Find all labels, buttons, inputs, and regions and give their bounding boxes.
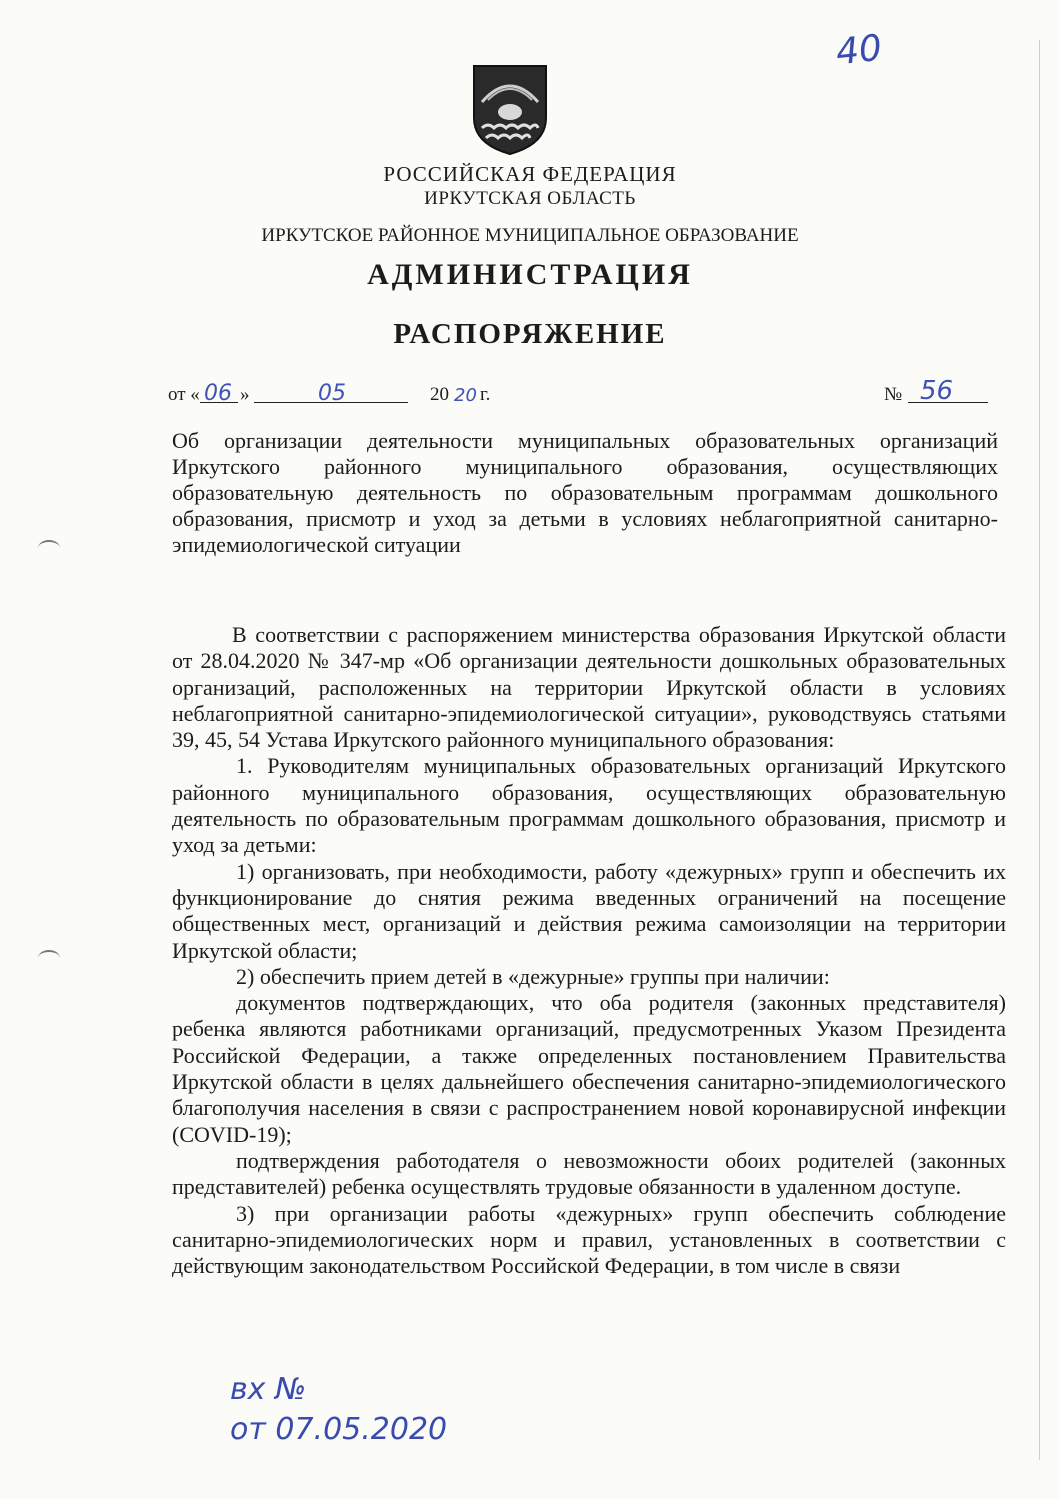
date-number-line bbox=[168, 376, 988, 410]
subitem-2a-paragraph: документов подтверждающих, что оба родителя (законных представителя) ребенка являются работниками организаций, предусмотренных Указом Президента Российской Федерации, а также определенных постановлением Правительства Иркутской области в целях дальнейшего обеспечения санитарно-эпидемиологического благополучия населения в связи с распространением новой коронавирусной инфекции (COVID-19); bbox=[172, 990, 1006, 1147]
date-prefix: от « bbox=[168, 384, 200, 405]
year-suffix: 20 bbox=[454, 385, 477, 406]
preamble-paragraph: В соответствии с распоряжением министерства образования Иркутской области от 28.04.2020 № 347-мр «Об организации деятельности дошкольных образовательных организаций, расположенных на территории Иркутской области в условиях неблагоприятной санитарно-эпидемиологической ситуации», руководствуясь статьями 39, 45, 54 Устава Иркутского районного муниципального образования: bbox=[172, 622, 1006, 753]
document-number: 56 bbox=[920, 376, 954, 406]
scan-edge bbox=[1039, 40, 1040, 1460]
subitem-3-paragraph: 3) при организации работы «дежурных» групп обеспечить соблюдение санитарно-эпидемиологических норм и правил, установленных в соответствии с действующим законодательством Российской Федерации, в том числе в связи bbox=[172, 1200, 1006, 1279]
subitem-2b-paragraph: подтверждения работодателя о невозможности обоих родителей (законных представителей) ребенка осуществлять трудовые обязанности в удаленном доступе. bbox=[172, 1147, 1006, 1200]
subitem-2-paragraph: 2) обеспечить прием детей в «дежурные» группы при наличии: bbox=[236, 963, 830, 989]
handwritten-page-number: 40 bbox=[833, 27, 884, 74]
date-mid: » bbox=[240, 384, 250, 405]
incoming-stamp-date: от 07.05.2020 bbox=[230, 1412, 448, 1447]
coat-of-arms-icon bbox=[470, 62, 550, 157]
header-region: ИРКУТСКАЯ ОБЛАСТЬ bbox=[424, 188, 636, 209]
margin-mark bbox=[38, 950, 60, 966]
document-type-title: РАСПОРЯЖЕНИЕ bbox=[393, 318, 667, 350]
header-federation: РОССИЙСКАЯ ФЕДЕРАЦИЯ bbox=[383, 162, 677, 186]
incoming-stamp-line1: вх № bbox=[230, 1372, 307, 1407]
number-label: № bbox=[884, 384, 903, 405]
margin-mark bbox=[38, 540, 60, 556]
year-end: г. bbox=[480, 384, 491, 405]
date-month: 05 bbox=[318, 381, 346, 406]
year-prefix: 20 bbox=[430, 384, 449, 405]
item-1-paragraph: 1. Руководителям муниципальных образовательных организаций Иркутского районного муниципального образования, осуществляющих образовательную деятельность по образовательным программам дошкольного образования, присмотр и уход за детьми: bbox=[172, 753, 1006, 858]
header-municipality: ИРКУТСКОЕ РАЙОННОЕ МУНИЦИПАЛЬНОЕ ОБРАЗОВАНИЕ bbox=[261, 225, 799, 246]
date-day: 06 bbox=[204, 381, 232, 406]
document-body bbox=[172, 622, 1006, 1279]
subitem-1-paragraph: 1) организовать, при необходимости, работу «дежурных» групп и обеспечить их функционирование до снятия режима введенных ограничений на посещение общественных мест, организаций и действия режима самоизоляции на территории Иркутской области; bbox=[172, 858, 1006, 963]
document-subject: Об организации деятельности муниципальных образовательных организаций Иркутского районного муниципального образования, осуществляющих образовательную деятельность по образовательным программам дошкольного образования, присмотр и уход за детьми в условиях неблагоприятной санитарно-эпидемиологической ситуации bbox=[172, 428, 998, 557]
header-administration: АДМИНИСТРАЦИЯ bbox=[367, 258, 693, 291]
